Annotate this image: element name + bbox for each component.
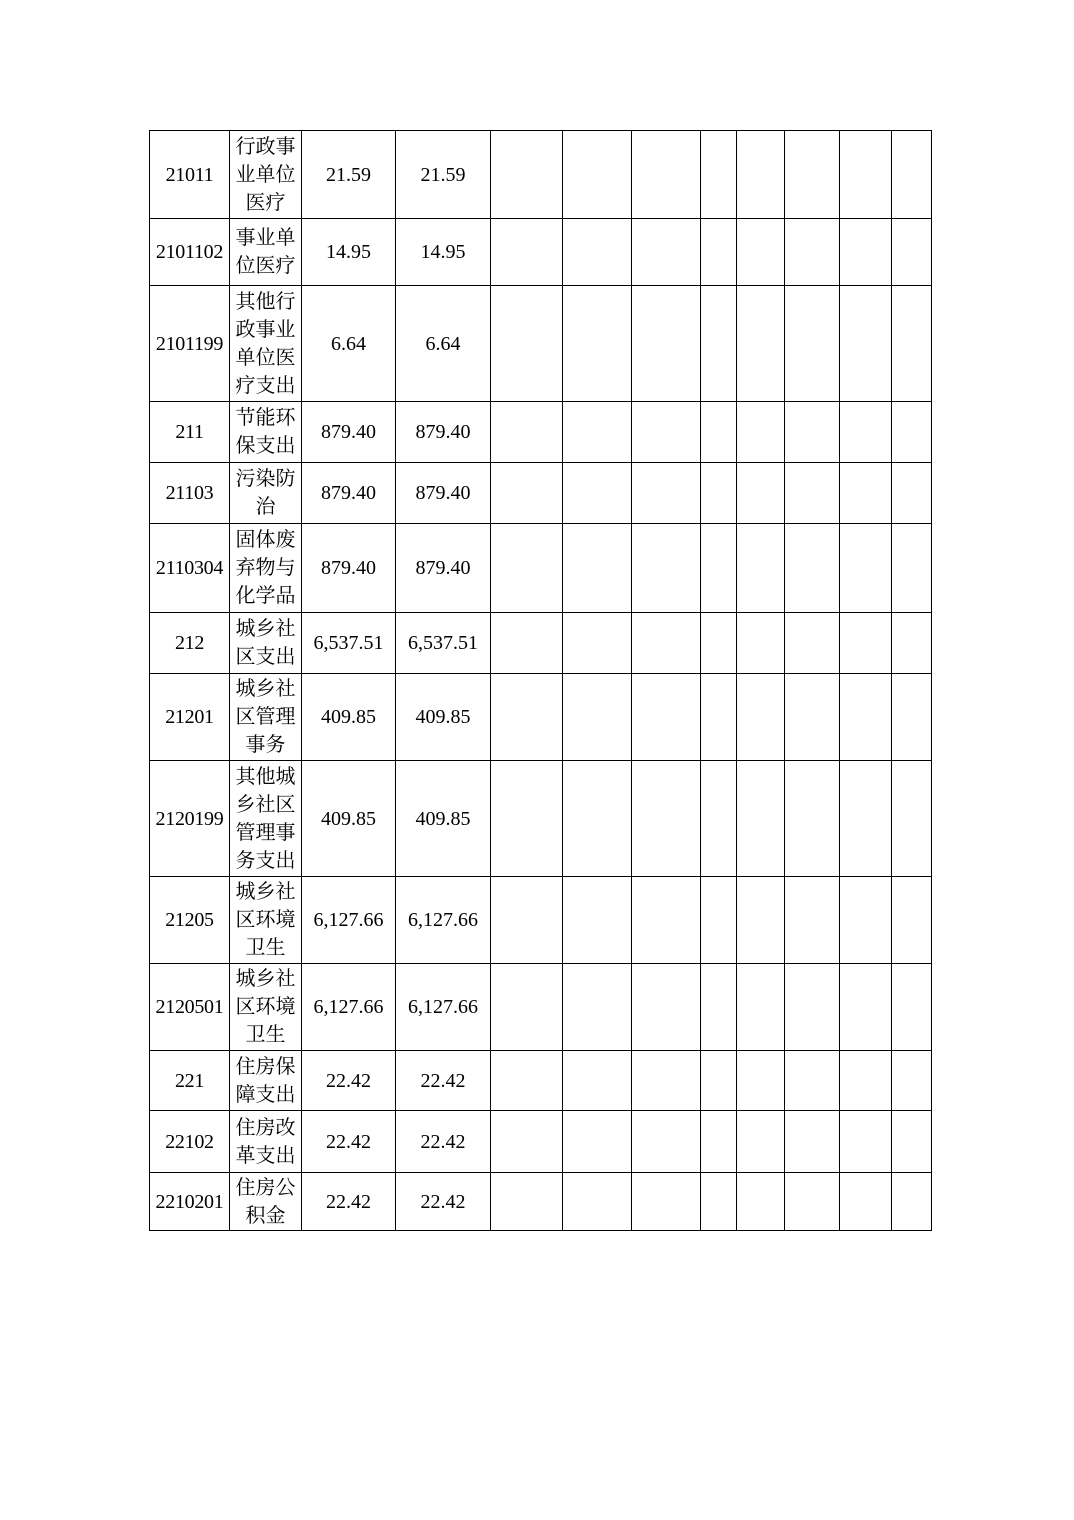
empty-cell (491, 674, 563, 761)
basic-amount-cell: 22.42 (396, 1173, 491, 1231)
total-amount-cell: 21.59 (302, 131, 396, 219)
empty-cell (563, 402, 632, 463)
empty-cell (840, 877, 892, 964)
table-row (150, 761, 932, 877)
empty-cell (892, 131, 932, 219)
total-amount-cell: 879.40 (302, 402, 396, 463)
empty-cell (632, 131, 701, 219)
basic-amount-cell: 21.59 (396, 131, 491, 219)
empty-cell (737, 286, 785, 402)
empty-cell (737, 1051, 785, 1111)
empty-cell (892, 1173, 932, 1231)
table-body (150, 131, 932, 1231)
table-row (150, 131, 932, 219)
empty-cell (785, 131, 840, 219)
empty-cell (737, 674, 785, 761)
empty-cell (563, 1051, 632, 1111)
empty-cell (840, 219, 892, 286)
empty-cell (785, 1173, 840, 1231)
empty-cell (563, 463, 632, 524)
total-amount-cell: 6,127.66 (302, 964, 396, 1051)
subject-code-cell: 2120501 (150, 964, 230, 1051)
empty-cell (840, 1173, 892, 1231)
empty-cell (701, 131, 737, 219)
empty-cell (785, 877, 840, 964)
empty-cell (840, 286, 892, 402)
subject-name-cell: 其他行政事业单位医疗支出 (230, 286, 302, 402)
empty-cell (632, 964, 701, 1051)
empty-cell (701, 613, 737, 674)
empty-cell (737, 613, 785, 674)
table-row (150, 1051, 932, 1111)
empty-cell (737, 524, 785, 613)
empty-cell (737, 761, 785, 877)
table-row (150, 1111, 932, 1173)
empty-cell (563, 613, 632, 674)
empty-cell (563, 877, 632, 964)
empty-cell (785, 463, 840, 524)
empty-cell (892, 524, 932, 613)
empty-cell (892, 877, 932, 964)
empty-cell (840, 402, 892, 463)
empty-cell (737, 131, 785, 219)
empty-cell (632, 1173, 701, 1231)
total-amount-cell: 6,537.51 (302, 613, 396, 674)
empty-cell (701, 1051, 737, 1111)
empty-cell (737, 402, 785, 463)
empty-cell (785, 1111, 840, 1173)
basic-amount-cell: 6,127.66 (396, 877, 491, 964)
empty-cell (737, 1173, 785, 1231)
empty-cell (785, 964, 840, 1051)
empty-cell (563, 1111, 632, 1173)
empty-cell (892, 613, 932, 674)
empty-cell (701, 1173, 737, 1231)
empty-cell (563, 286, 632, 402)
basic-amount-cell: 879.40 (396, 524, 491, 613)
empty-cell (701, 761, 737, 877)
empty-cell (632, 877, 701, 964)
subject-name-cell: 行政事业单位医疗 (230, 131, 302, 219)
basic-amount-cell: 14.95 (396, 219, 491, 286)
empty-cell (892, 219, 932, 286)
empty-cell (701, 402, 737, 463)
empty-cell (785, 219, 840, 286)
empty-cell (840, 761, 892, 877)
basic-amount-cell: 879.40 (396, 402, 491, 463)
total-amount-cell: 22.42 (302, 1051, 396, 1111)
empty-cell (632, 613, 701, 674)
basic-amount-cell: 6,537.51 (396, 613, 491, 674)
empty-cell (785, 524, 840, 613)
empty-cell (632, 761, 701, 877)
table-row (150, 219, 932, 286)
empty-cell (632, 463, 701, 524)
empty-cell (491, 761, 563, 877)
empty-cell (892, 286, 932, 402)
subject-name-cell: 住房公积金 (230, 1173, 302, 1231)
table-row (150, 286, 932, 402)
subject-name-cell: 其他城乡社区管理事务支出 (230, 761, 302, 877)
total-amount-cell: 409.85 (302, 761, 396, 877)
empty-cell (701, 219, 737, 286)
subject-code-cell: 2120199 (150, 761, 230, 877)
empty-cell (701, 524, 737, 613)
empty-cell (563, 131, 632, 219)
empty-cell (737, 1111, 785, 1173)
table-row (150, 524, 932, 613)
empty-cell (701, 286, 737, 402)
empty-cell (491, 964, 563, 1051)
basic-amount-cell: 6,127.66 (396, 964, 491, 1051)
subject-name-cell: 城乡社区支出 (230, 613, 302, 674)
empty-cell (491, 463, 563, 524)
subject-name-cell: 城乡社区管理事务 (230, 674, 302, 761)
empty-cell (892, 463, 932, 524)
empty-cell (491, 219, 563, 286)
empty-cell (491, 1111, 563, 1173)
empty-cell (491, 613, 563, 674)
empty-cell (563, 761, 632, 877)
empty-cell (737, 463, 785, 524)
empty-cell (840, 131, 892, 219)
basic-amount-cell: 409.85 (396, 674, 491, 761)
empty-cell (563, 964, 632, 1051)
empty-cell (785, 1051, 840, 1111)
total-amount-cell: 22.42 (302, 1173, 396, 1231)
subject-code-cell: 2110304 (150, 524, 230, 613)
empty-cell (632, 1111, 701, 1173)
table-row (150, 964, 932, 1051)
empty-cell (840, 613, 892, 674)
empty-cell (632, 286, 701, 402)
total-amount-cell: 879.40 (302, 463, 396, 524)
subject-name-cell: 城乡社区环境卫生 (230, 964, 302, 1051)
total-amount-cell: 409.85 (302, 674, 396, 761)
empty-cell (491, 402, 563, 463)
subject-code-cell: 2101199 (150, 286, 230, 402)
basic-amount-cell: 6.64 (396, 286, 491, 402)
subject-code-cell: 2210201 (150, 1173, 230, 1231)
subject-code-cell: 21205 (150, 877, 230, 964)
table-row (150, 1173, 932, 1231)
subject-code-cell: 21103 (150, 463, 230, 524)
empty-cell (892, 402, 932, 463)
empty-cell (785, 402, 840, 463)
subject-name-cell: 住房保障支出 (230, 1051, 302, 1111)
table-row (150, 674, 932, 761)
table-row (150, 613, 932, 674)
subject-code-cell: 22102 (150, 1111, 230, 1173)
empty-cell (892, 761, 932, 877)
empty-cell (737, 219, 785, 286)
table-row (150, 877, 932, 964)
empty-cell (840, 1111, 892, 1173)
empty-cell (840, 1051, 892, 1111)
empty-cell (491, 1173, 563, 1231)
empty-cell (701, 463, 737, 524)
empty-cell (785, 286, 840, 402)
empty-cell (632, 524, 701, 613)
empty-cell (701, 674, 737, 761)
empty-cell (737, 964, 785, 1051)
subject-code-cell: 21201 (150, 674, 230, 761)
basic-amount-cell: 409.85 (396, 761, 491, 877)
empty-cell (840, 674, 892, 761)
subject-code-cell: 21011 (150, 131, 230, 219)
total-amount-cell: 22.42 (302, 1111, 396, 1173)
empty-cell (701, 964, 737, 1051)
empty-cell (892, 1051, 932, 1111)
empty-cell (892, 674, 932, 761)
subject-name-cell: 节能环保支出 (230, 402, 302, 463)
empty-cell (840, 524, 892, 613)
total-amount-cell: 6,127.66 (302, 877, 396, 964)
basic-amount-cell: 879.40 (396, 463, 491, 524)
total-amount-cell: 14.95 (302, 219, 396, 286)
empty-cell (632, 219, 701, 286)
subject-code-cell: 212 (150, 613, 230, 674)
subject-name-cell: 住房改革支出 (230, 1111, 302, 1173)
total-amount-cell: 879.40 (302, 524, 396, 613)
empty-cell (840, 964, 892, 1051)
empty-cell (737, 877, 785, 964)
empty-cell (632, 402, 701, 463)
basic-amount-cell: 22.42 (396, 1051, 491, 1111)
empty-cell (785, 674, 840, 761)
empty-cell (563, 1173, 632, 1231)
empty-cell (701, 877, 737, 964)
empty-cell (892, 964, 932, 1051)
empty-cell (491, 1051, 563, 1111)
empty-cell (632, 674, 701, 761)
empty-cell (491, 286, 563, 402)
empty-cell (563, 674, 632, 761)
empty-cell (563, 524, 632, 613)
subject-code-cell: 2101102 (150, 219, 230, 286)
empty-cell (563, 219, 632, 286)
empty-cell (491, 877, 563, 964)
subject-code-cell: 211 (150, 402, 230, 463)
empty-cell (491, 524, 563, 613)
empty-cell (632, 1051, 701, 1111)
empty-cell (785, 761, 840, 877)
subject-name-cell: 固体废弃物与化学品 (230, 524, 302, 613)
empty-cell (785, 613, 840, 674)
table-row (150, 402, 932, 463)
basic-amount-cell: 22.42 (396, 1111, 491, 1173)
empty-cell (701, 1111, 737, 1173)
subject-name-cell: 城乡社区环境卫生 (230, 877, 302, 964)
empty-cell (892, 1111, 932, 1173)
subject-name-cell: 事业单位医疗 (230, 219, 302, 286)
subject-name-cell: 污染防治 (230, 463, 302, 524)
empty-cell (840, 463, 892, 524)
total-amount-cell: 6.64 (302, 286, 396, 402)
empty-cell (491, 131, 563, 219)
table-row (150, 463, 932, 524)
budget-table (149, 130, 932, 1231)
subject-code-cell: 221 (150, 1051, 230, 1111)
